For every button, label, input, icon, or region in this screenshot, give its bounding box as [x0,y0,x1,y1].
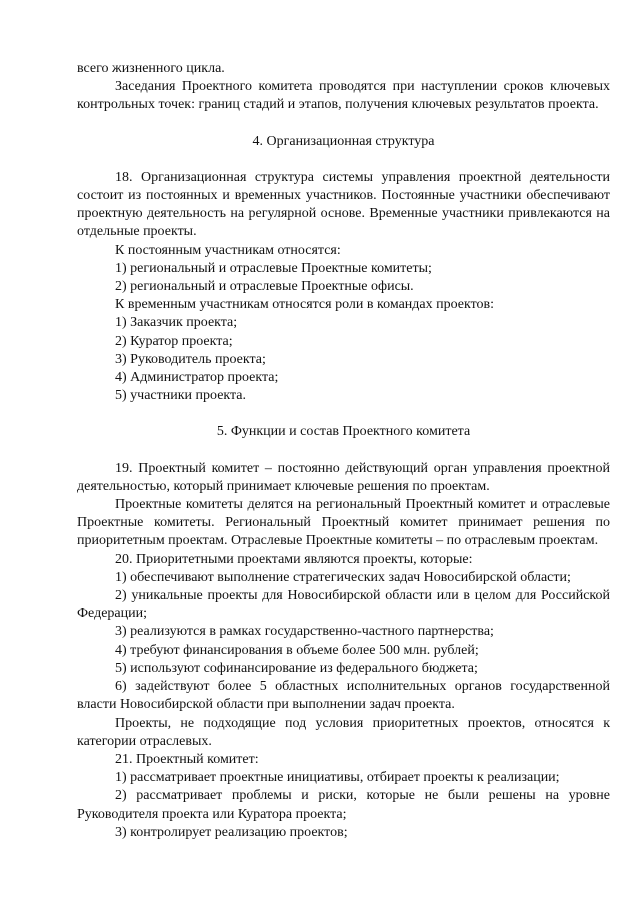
paragraph: 21. Проектный комитет: [115,751,259,767]
paragraph: 2) региональный и отраслевые Проектные офисы. [115,279,414,295]
paragraph: 2) Куратор проекта; [115,333,233,349]
paragraph: 1) рассматривает проектные инициативы, отбирает проекты к реализации; [115,770,560,786]
paragraph: 2) уникальные проекты для Новосибирской области или в целом для Российской Федерации; [77,588,610,622]
paragraph: 3) контролирует реализацию проектов; [115,824,348,840]
paragraph: К постоянным участникам относятся: [115,242,341,258]
paragraph: К временным участникам относятся роли в командах проектов: [115,297,495,313]
document-page [77,60,610,842]
paragraph: 19. Проектный комитет – постоянно действующий орган управления проектной деятельностью, который принимает ключевые решения по проектам. [77,460,610,494]
paragraph: 4) Администратор проекта; [115,370,279,386]
paragraph: Проекты, не подходящие под условия приоритетных проектов, относятся к категории отраслевых. [77,715,610,749]
paragraph: 2) рассматривает проблемы и риски, которые не были решены на уровне Руководителя проекта или Куратора проекта; [77,788,610,822]
paragraph: 6) задействуют более 5 областных исполнительных органов государственной власти Новосибирской области при выполнении задач проекта. [77,679,610,713]
section-heading: 5. Функции и состав Проектного комитета [216,424,471,440]
paragraph: 3) реализуются в рамках государственно-частного партнерства; [115,624,494,640]
paragraph: 4) требуют финансирования в объеме более 500 млн. рублей; [115,642,479,658]
paragraph: Заседания Проектного комитета проводятся при наступлении сроков ключевых контрольных точек: границ стадий и этапов, получения ключевых результатов проекта. [77,79,610,113]
paragraph: 20. Приоритетными проектами являются проекты, которые: [115,551,473,567]
paragraph: 5) участники проекта. [115,388,247,404]
paragraph: 1) Заказчик проекта; [115,315,238,331]
paragraph: 3) Руководитель проекта; [115,351,266,367]
paragraph: 1) обеспечивают выполнение стратегических задач Новосибирской области; [115,569,571,585]
section-heading: 4. Организационная структура [252,133,435,149]
paragraph: 18. Организационная структура системы управления проектной деятельности состоит из постоянных и временных участников. Постоянные участники обеспечивают проектную деятельность на регулярной основе. Временные участники привлекаются на отдельные проекты. [77,169,610,240]
paragraph: 1) региональный и отраслевые Проектные комитеты; [115,260,432,276]
paragraph: всего жизненного цикла. [77,61,225,76]
paragraph: 5) используют софинансирование из федерального бюджета; [115,660,478,676]
paragraph: Проектные комитеты делятся на региональный Проектный комитет и отраслевые Проектные комитеты. Региональный Проектный комитет принимает решения по приоритетным проектам. Отраслевые Проектные комитеты – по отраслевым проектам. [77,497,610,549]
